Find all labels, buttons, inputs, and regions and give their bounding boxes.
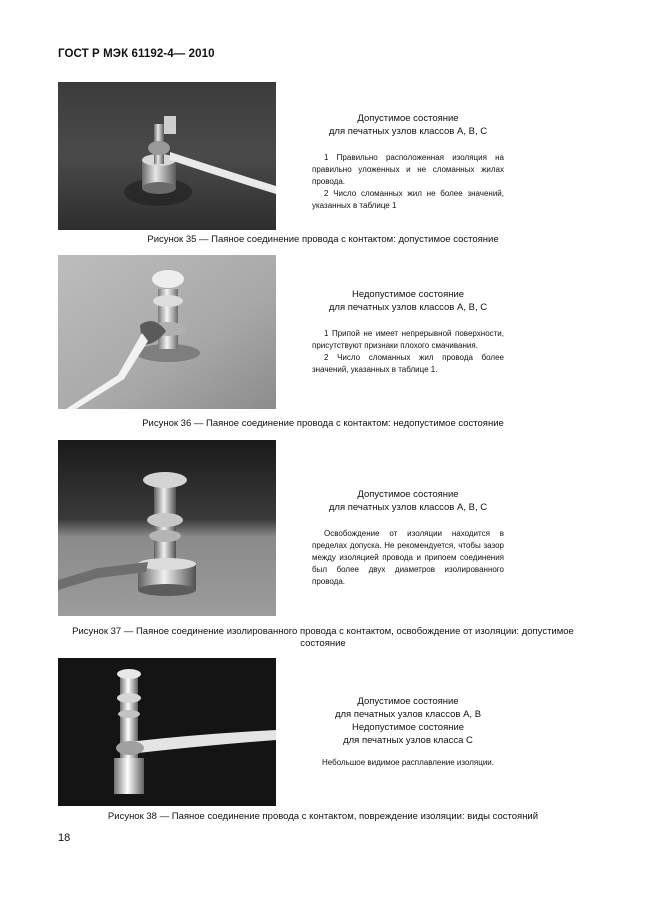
note: 2 Число сломанных жил провода более значений, указанных в таблице 1. xyxy=(312,353,504,374)
status-line: для печатных узлов классов А, В, С xyxy=(328,126,488,137)
page-number: 18 xyxy=(58,832,71,844)
note: 1 Припой не имеет непрерывной поверхности, присутствуют признаки плохого смачивания. xyxy=(312,329,504,350)
figure-36-description xyxy=(312,288,504,376)
figure-35-caption: Рисунок 35 — Паяное соединение провода с контактом: допустимое состояние xyxy=(147,234,499,245)
status-line: Недопустимое состояние xyxy=(351,722,465,733)
figure-36-caption: Рисунок 36 — Паяное соединение провода с контактом: недопустимое состояние xyxy=(142,418,504,429)
figure-36-photo xyxy=(58,255,276,409)
note: 2 Число сломанных жил не более значений, указанных в таблице 1 xyxy=(312,189,504,210)
status-line: для печатных узлов класса С xyxy=(343,735,473,746)
note: Освобождение от изоляции находится в пределах допуска. Не рекомендуется, чтобы зазор между изоляцией провода и припоем соединения был более двух диаметров изолированного провода. xyxy=(312,529,504,586)
figure-37-description xyxy=(312,488,504,588)
figure-38-description xyxy=(312,695,504,769)
figure-37-caption: Рисунок 37 — Паяное соединение изолированного провода с контактом, освобождение от изоляции: допустимое состояние xyxy=(72,626,574,649)
figure-38-photo xyxy=(58,658,276,806)
status-line: Допустимое состояние xyxy=(357,113,459,124)
figure-35-photo xyxy=(58,82,276,230)
figure-35-description xyxy=(312,112,504,212)
status-line: Допустимое состояние xyxy=(357,696,459,707)
status-line: Недопустимое состояние xyxy=(351,289,465,300)
note: Небольшое видимое расплавление изоляции. xyxy=(322,758,494,767)
status-line: для печатных узлов классов А, В, С xyxy=(328,502,488,513)
figure-38-caption: Рисунок 38 — Паяное соединение провода с контактом, повреждение изоляции: виды состояний xyxy=(107,811,539,822)
document-header: ГОСТ Р МЭК 61192-4— 2010 xyxy=(58,48,215,60)
status-line: для печатных узлов классов А, В, С xyxy=(328,302,488,313)
note: 1 Правильно расположенная изоляция на правильно уложенных и не сломанных жилах провода. xyxy=(312,153,504,186)
status-line: для печатных узлов классов А, В xyxy=(334,709,482,720)
status-line: Допустимое состояние xyxy=(357,489,459,500)
figure-37-photo xyxy=(58,440,276,616)
